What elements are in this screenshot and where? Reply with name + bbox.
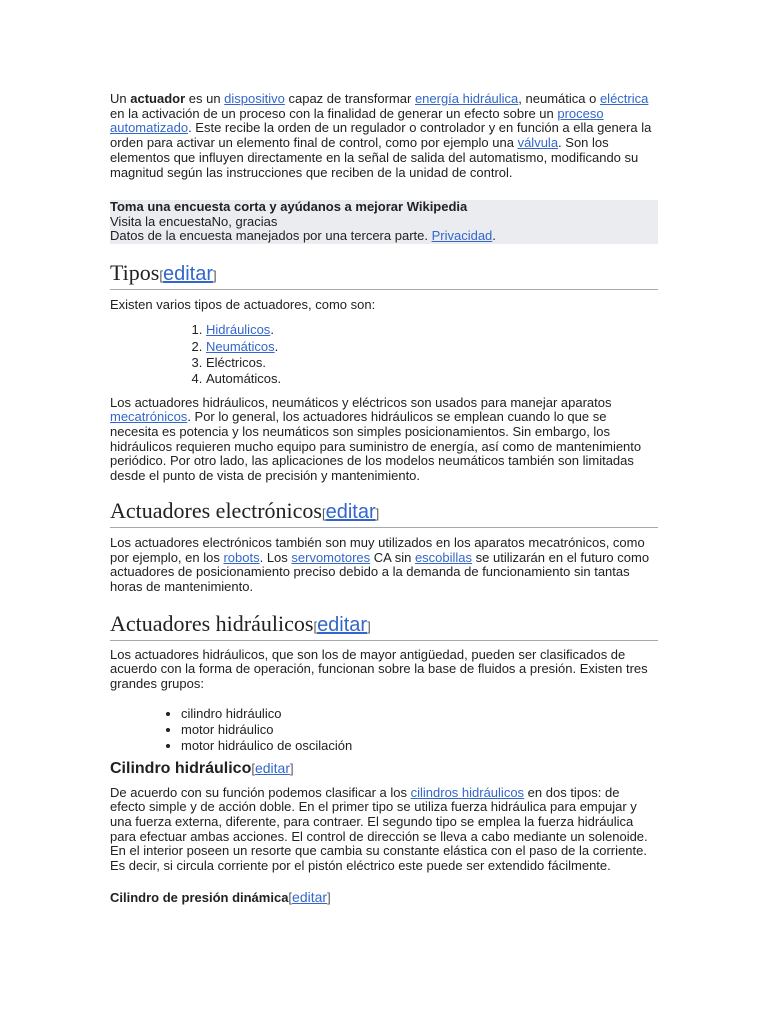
article-body xyxy=(110,92,658,907)
hidraulicos-lead: Los actuadores hidráulicos, que son los de mayor antigüedad, pueden ser clasificados de acuerdo con la forma de operación, funcionan sobre la base de fluidos a presión. Existen tres grandes grupos: xyxy=(110,646,648,692)
bracket-close: ] xyxy=(375,505,380,521)
bracket-open: [ xyxy=(321,505,326,521)
bracket-close: ] xyxy=(290,760,294,776)
intro-text-6: . Este recibe la orden de un regulador o controlador y en función a ella genera la orden para activar un elemento final de control, como por ejemplo una xyxy=(110,120,652,151)
heading-electronicos xyxy=(110,498,658,528)
tipos-paragraph xyxy=(110,396,658,484)
edit-section-tipos xyxy=(159,260,216,285)
link-escobillas[interactable]: escobillas xyxy=(414,549,473,565)
heading-electronicos-text: Actuadores electrónicos xyxy=(110,497,322,523)
link-electrica[interactable]: eléctrica xyxy=(599,91,649,106)
electronicos-text-4: se utilizarán en el futuro como actuadores de posicionamiento preciso debido a la demanda de funcionamiento sin tantas horas de mantenimiento. xyxy=(110,549,650,594)
link-cilindros-hidraulicos[interactable]: cilindros hidráulicos xyxy=(410,784,525,800)
electronicos-text-3: CA sin xyxy=(370,549,415,565)
edit-section-presion xyxy=(288,890,330,905)
tipos-lead: Existen varios tipos de actuadores, como son: xyxy=(110,296,376,312)
survey-banner xyxy=(110,200,658,244)
edit-link-cilindro[interactable]: editar xyxy=(254,759,290,776)
list-item: • motor hidráulico xyxy=(181,722,658,738)
intro-paragraph xyxy=(110,92,658,180)
list-item-text: Eléctricos. xyxy=(206,355,266,371)
intro-term: actuador xyxy=(130,91,186,106)
intro-text-7: . Son los elementos que influyen directamente en la señal de salida del automatismo, modificando su magnitud según las instrucciones que reciben de la unidad de control. xyxy=(110,135,639,180)
hidraulicos-list xyxy=(110,706,658,755)
list-item xyxy=(206,322,658,338)
link-servomotores[interactable]: servomotores xyxy=(291,549,371,565)
edit-link-hidraulicos[interactable]: editar xyxy=(317,613,368,636)
list-item: • motor hidráulico de oscilación xyxy=(181,738,658,754)
intro-text-2: es un xyxy=(185,91,225,106)
electronicos-paragraph xyxy=(110,536,658,595)
survey-note-text: Datos de la encuesta manejados por una tercera parte. xyxy=(110,228,432,244)
edit-link-presion[interactable]: editar xyxy=(292,888,328,905)
tipos-text-1: Los actuadores hidráulicos, neumáticos y eléctricos son usados para manejar aparatos xyxy=(110,394,612,410)
link-energia-hidraulica[interactable]: energía hidráulica xyxy=(414,91,519,106)
cilindro-text-2: en dos tipos: de efecto simple y de acción doble. En el primer tipo se utiliza fuerza hidráulica para empujar y una fuerza externa, diferente, para contraer. El segundo tipo se emplea la fuerza hidráulica para efectuar ambas acciones. El control de dirección se lleva a cabo mediante un solenoide. En el interior poseen un resorte que cambia su constante elástica con el paso de la corriente. Es decir, si circula corriente por el pistón eléctrico este puede ser extendido fácilmente. xyxy=(110,784,648,874)
edit-link-electronicos[interactable]: editar xyxy=(325,500,376,523)
heading-hidraulicos-text: Actuadores hidráulicos xyxy=(110,610,314,636)
bracket-open: [ xyxy=(251,760,255,776)
intro-text-4: , neumática o xyxy=(518,91,600,106)
tipos-list xyxy=(110,322,658,387)
list-item xyxy=(206,339,658,355)
intro-text-1: Un xyxy=(110,91,131,106)
privacy-link[interactable]: Privacidad xyxy=(431,228,493,244)
intro-text-3: capaz de transformar xyxy=(284,91,415,106)
survey-actions[interactable]: Visita la encuestaNo, gracias xyxy=(110,213,278,229)
cilindro-text-1: De acuerdo con su función podemos clasificar a los xyxy=(110,784,411,800)
link-proceso-automatizado[interactable]: proceso automatizado xyxy=(110,105,604,136)
intro-text-5: en la activación de un proceso con la finalidad de generar un efecto sobre un xyxy=(110,105,558,121)
list-item-text: Automáticos. xyxy=(206,371,282,387)
edit-section-hidraulicos xyxy=(313,611,370,636)
bracket-open: [ xyxy=(159,267,163,283)
survey-title: Toma una encuesta corta y ayúdanos a mejorar Wikipedia xyxy=(110,199,468,215)
bracket-close: ] xyxy=(327,889,331,905)
list-item xyxy=(206,355,658,371)
list-item-text: . xyxy=(274,338,279,354)
link-dispositivo[interactable]: dispositivo xyxy=(224,91,285,106)
bracket-close: ] xyxy=(367,618,371,634)
edit-section-electronicos xyxy=(322,498,379,523)
heading-presion-dinamica xyxy=(110,888,658,907)
survey-note-period: . xyxy=(492,228,496,244)
bracket-close: ] xyxy=(213,267,217,283)
list-item-text: . xyxy=(270,322,274,338)
heading-presion-text: Cilindro de presión dinámica xyxy=(110,889,289,905)
electronicos-text-2: . Los xyxy=(259,549,292,565)
link-mecatronicos[interactable]: mecatrónicos xyxy=(110,409,188,425)
link-robots[interactable]: robots xyxy=(223,549,260,565)
edit-link-tipos[interactable]: editar xyxy=(162,262,213,285)
link-hidraulicos[interactable]: Hidráulicos xyxy=(206,322,271,338)
heading-cilindro-text: Cilindro hidráulico xyxy=(110,759,252,777)
heading-cilindro xyxy=(110,758,658,779)
cilindro-paragraph xyxy=(110,786,658,874)
link-valvula[interactable]: válvula xyxy=(517,135,559,151)
survey-note xyxy=(110,229,658,244)
heading-tipos xyxy=(110,260,658,290)
heading-tipos-text: Tipos xyxy=(110,259,160,285)
heading-hidraulicos xyxy=(110,611,658,641)
list-item xyxy=(206,371,658,387)
tipos-text-2: . Por lo general, los actuadores hidráulicos se emplean cuando lo que se necesita es potencia y los neumáticos son simples posicionamientos. Sin embargo, los hidráulicos requieren mucho equipo para suministro de energía, así como de mantenimiento periódico. Por otro lado, las aplicaciones de los modelos neumáticos también son limitadas desde el punto de vista de precisión y mantenimiento. xyxy=(110,409,642,484)
bracket-open: [ xyxy=(313,618,318,634)
bracket-open: [ xyxy=(288,889,293,905)
link-neumaticos[interactable]: Neumáticos xyxy=(206,338,275,354)
electronicos-text-1: Los actuadores electrónicos también son muy utilizados en los aparatos mecatrónicos, como por ejemplo, en los xyxy=(110,534,645,565)
list-item: • cilindro hidráulico xyxy=(181,706,658,722)
edit-section-cilindro xyxy=(251,760,293,777)
